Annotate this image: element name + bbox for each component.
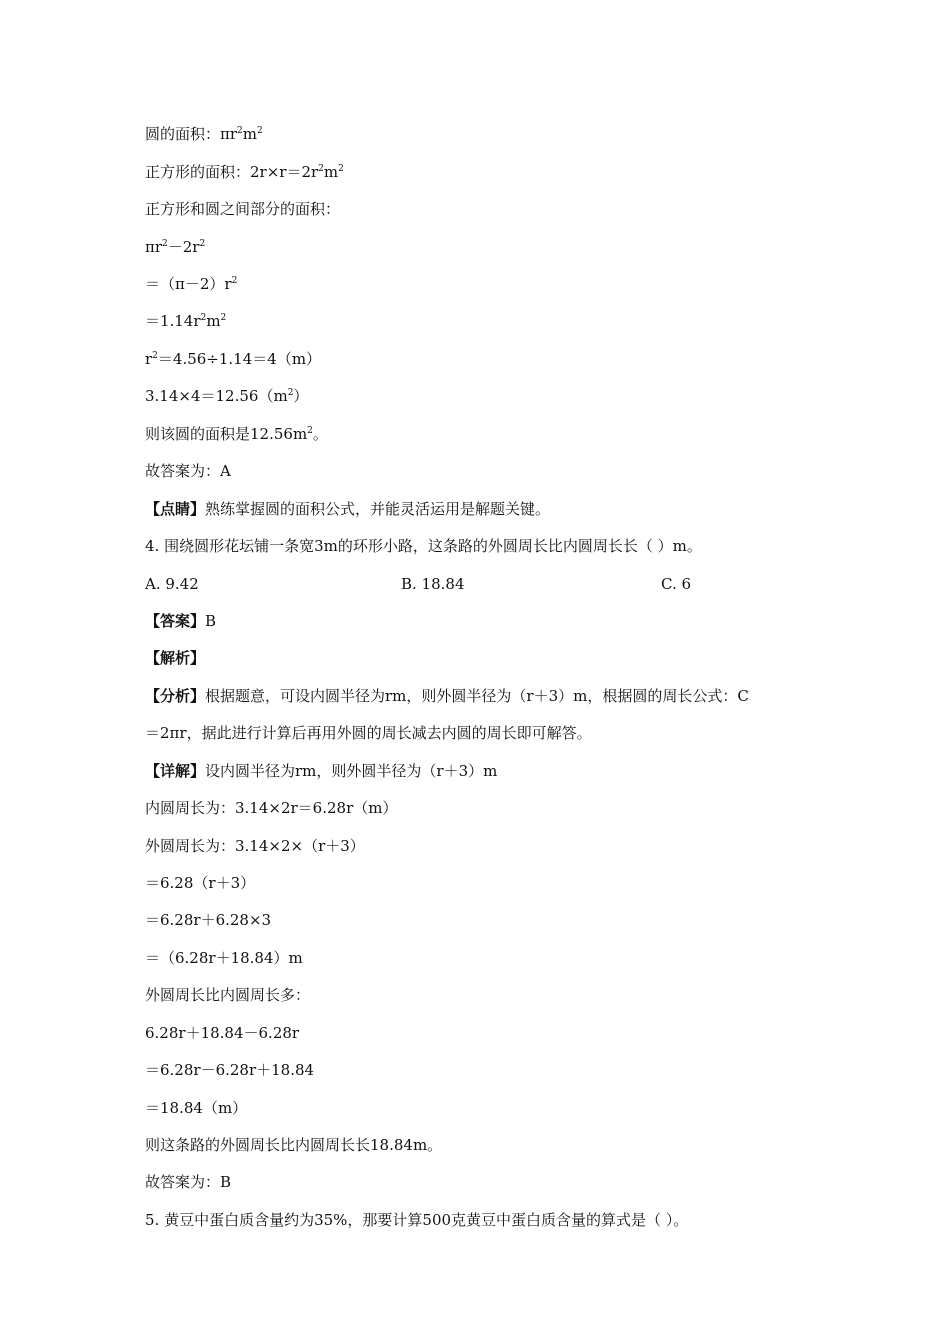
equation-line: $3.14\times 4=12.56(m^2)$ — [145, 387, 309, 405]
equation-line: ＝6.28r＋6.28×3 — [145, 911, 272, 929]
answer-section: 【答案】B — [145, 612, 217, 630]
circle-area-line: 圆的面积：$\pi r^2m^2$ — [145, 125, 263, 143]
analysis-section — [145, 648, 205, 668]
equation-line: 6.28r＋18.84－6.28r — [145, 1024, 300, 1042]
equation-line: ＝18.84（m） — [145, 1099, 248, 1117]
equation-line: $\pi r^2-2r^2$ — [145, 238, 206, 256]
question-4: 4. 围绕圆形花坛铺一条宽3m的环形小路，这条路的外圆周长比内圆周长长（ ）m。 — [145, 537, 702, 555]
answer-line: 故答案为：A — [145, 462, 231, 480]
question-5: 5. 黄豆中蛋白质含量约为35%，那要计算500克黄豆中蛋白质含量的算式是（ ）。 — [145, 1211, 689, 1229]
section-tag: 【详解】 — [145, 762, 206, 780]
detail-line: 【详解】设内圆半径为rm，则外圆半径为（r＋3）m — [145, 762, 498, 780]
equation-line: ＝6.28（r＋3） — [145, 874, 256, 892]
equation-line: $=1.14r^2m^2$ — [145, 312, 227, 330]
conclusion-line: 则这条路的外圆周长比内圆周长长18.84m。 — [145, 1136, 443, 1154]
option-c: C. 6 — [661, 575, 692, 593]
option-a: A. 9.42 — [145, 575, 199, 593]
equation-line: 外圆周长比内圆周长多： — [145, 986, 311, 1004]
equation-line: 内圆周长为：3.14×2r＝6.28r（m） — [145, 799, 398, 817]
section-tag: 【答案】 — [145, 612, 206, 630]
key-point-line: 【点睛】熟练掌握圆的面积公式，并能灵活运用是解题关键。 — [145, 500, 551, 518]
section-tag: 【解析】 — [145, 649, 206, 667]
analysis-line: 【分析】根据题意，可设内圆半径为rm，则外圆半径为（r＋3）m，根据圆的周长公式：C — [145, 687, 749, 705]
equation-line: $=(\pi-2)r^2$ — [145, 275, 238, 293]
equation-line: ＝6.28r－6.28r＋18.84 — [145, 1061, 315, 1079]
equation-line: $r^2=4.56\div 1.14=4(m)$ — [145, 350, 322, 368]
answer-line: 故答案为：B — [145, 1173, 232, 1191]
analysis-line-continued: ＝2πr，据此进行计算后再用外圆的周长减去内圆的周长即可解答。 — [145, 724, 592, 742]
equation-line: ＝（6.28r＋18.84）m — [145, 949, 303, 967]
option-b: B. 18.84 — [401, 575, 465, 593]
section-tag: 【点睛】 — [145, 500, 206, 518]
equation-line: 外圆周长为：3.14×2×（r＋3） — [145, 837, 365, 855]
section-tag: 【分析】 — [145, 687, 206, 705]
square-area-line: 正方形的面积：$2r\times r=2r^2m^2$ — [145, 163, 344, 181]
conclusion-line: 则该圆的面积是$12.56m^2$。 — [145, 425, 328, 443]
between-area-label: 正方形和圆之间部分的面积： — [145, 200, 341, 218]
